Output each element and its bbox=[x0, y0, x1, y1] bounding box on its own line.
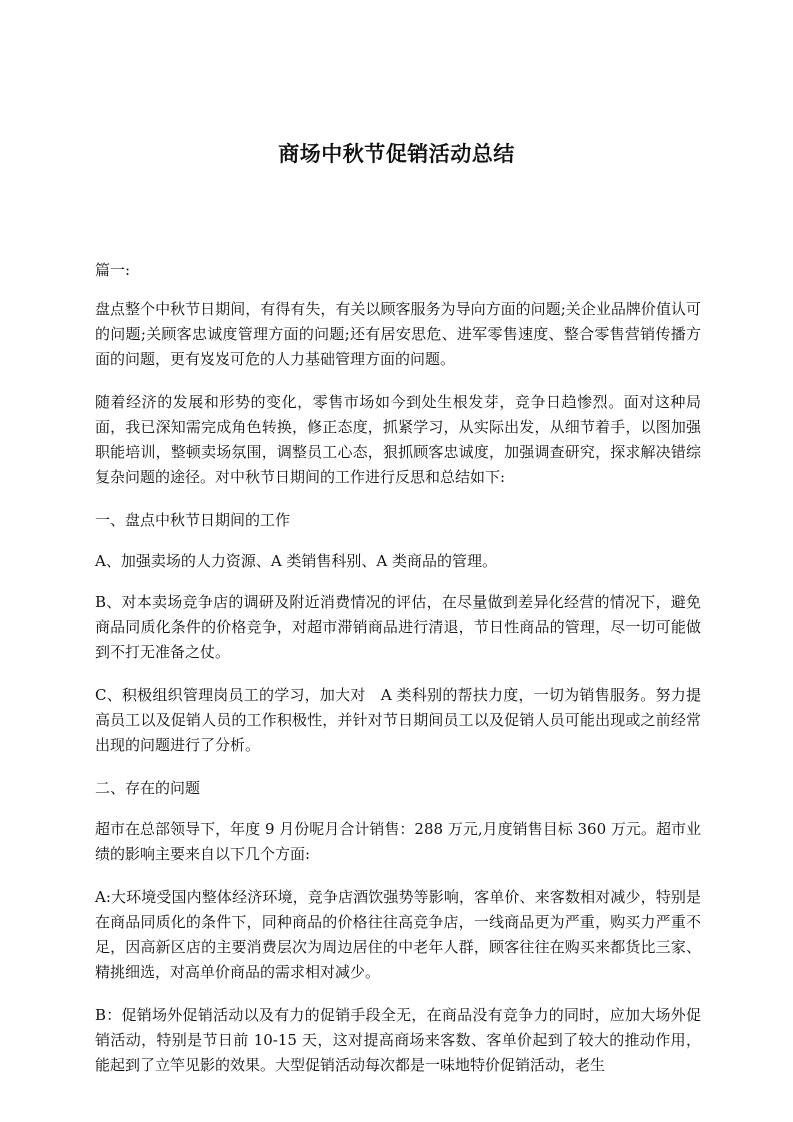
list-item-a: A、加强卖场的人力资源、A 类销售科别、A 类商品的管理。 bbox=[95, 552, 498, 570]
paragraph-overview: 盘点整个中秋节日期间，有得有失，有关以顾客服务为导向方面的问题;关企业品牌价值认可的问题;关顾客忠诚度管理方面的问题;还有居安思危、进军零售速度、整合零售营销传播方面的问题，更有岌岌可危的人力基础管理方面的问题。 bbox=[95, 300, 701, 368]
list-item-b: B、对本卖场竞争店的调研及附近消费情况的评估，在尽量做到差异化经营的情况下，避免商品同质化条件的价格竞争，对超市滞销商品进行清退，节日性商品的管理，尽一切可能做到不打无准备之仗。 bbox=[95, 593, 701, 661]
section-heading-problems: 二、存在的问题 bbox=[95, 779, 201, 797]
problem-item-b: B：促销场外促销活动以及有力的促销手段全无，在商品没有竞争力的同时，应加大场外促销活动，特别是节日前 10-15 天，这对提高商场来客数、客单价起到了较大的推动作用，能起到了立竿见影的效果。大型促销活动每次都是一味地特价促销活动，老生 bbox=[95, 1006, 701, 1074]
document-body bbox=[95, 258, 701, 1096]
section-heading-work-review: 一、盘点中秋节日期间的工作 bbox=[95, 511, 291, 529]
paragraph-sales-summary: 超市在总部领导下，年度 9 月份呢月合计销售：288 万元,月度销售目标 360 万元。超市业绩的影响主要来自以下几个方面: bbox=[95, 820, 701, 863]
list-item-c: C、积极组织管理岗员工的学习，加大对 A 类科别的帮扶力度，一切为销售服务。努力提高员工以及促销人员的工作积极性，并针对节日期间员工以及促销人员可能出现或之前经常出现的问题进行了分析。 bbox=[95, 686, 701, 754]
section-label-part-one: 篇一: bbox=[95, 261, 131, 279]
paragraph-context: 随着经济的发展和形势的变化，零售市场如今到处生根发芽，竞争日趋惨烈。面对这种局面，我已深知需完成角色转换，修正态度，抓紧学习，从实际出发，从细节着手，以图加强职能培训，整顿卖场氛围，调整员工心态，狠抓顾客忠诚度，加强调查研究，探求解决错综复杂问题的途径。对中秋节日期间的工作进行反思和总结如下: bbox=[95, 393, 701, 486]
document-title: 商场中秋节促销活动总结 bbox=[278, 142, 515, 166]
problem-item-a: A:大环境受国内整体经济环境，竞争店酒饮强势等影响，客单价、来客数相对减少，特别是在商品同质化的条件下，同种商品的价格往往高竞争店，一线商品更为严重，购买力严重不足，因高新区店的主要消费层次为周边居住的中老年人群，顾客往往在购买来都货比三家、精挑细选，对高单价商品的需求相对减少。 bbox=[95, 888, 701, 981]
